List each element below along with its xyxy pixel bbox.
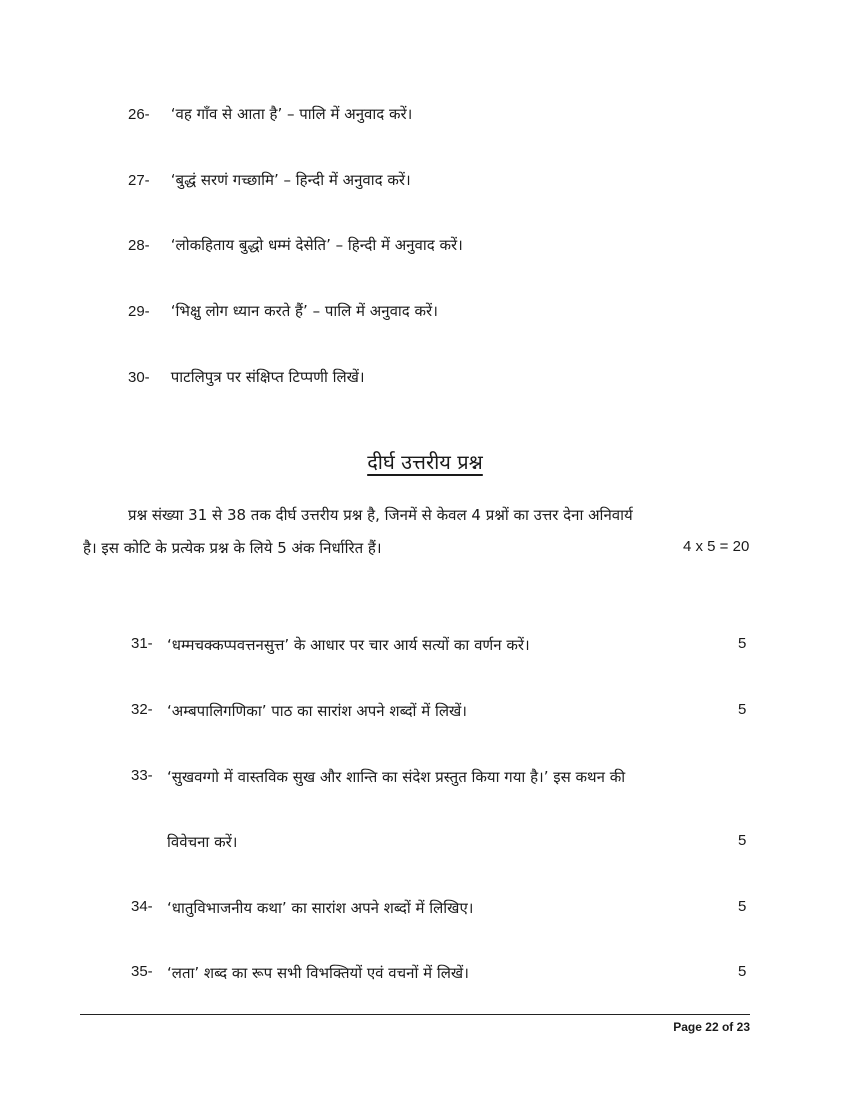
question-29 <box>128 301 438 321</box>
question-text: पाटलिपुत्र पर संक्षिप्त टिप्पणी लिखें। <box>170 368 365 386</box>
instructions-line-1: प्रश्न संख्या 31 से 38 तक दीर्घ उत्तरीय प्रश्न है, जिनमें से केवल 4 प्रश्नों का उत्तर देना अनिवार्य <box>128 506 633 524</box>
current-page: 22 <box>705 1020 719 1034</box>
question-marks: 5 <box>738 832 747 849</box>
question-26 <box>128 104 412 124</box>
question-text-continued: विवेचना करें। <box>167 833 238 851</box>
section-heading-text: दीर्घ उत्तरीय प्रश्न <box>367 450 483 474</box>
question-marks: 5 <box>738 701 747 718</box>
question-number: 29- <box>128 303 150 320</box>
question-text: ‘वह गाँव से आता है’ – पालि में अनुवाद करें। <box>170 105 413 123</box>
question-text: ‘भिक्षु लोग ध्यान करते हैं’ – पालि में अनुवाद करें। <box>170 302 438 320</box>
question-number: 32- <box>131 701 153 718</box>
question-text: ‘धातुविभाजनीय कथा’ का सारांश अपने शब्दों में लिखिए। <box>167 899 474 917</box>
page-label: Page <box>673 1020 702 1034</box>
question-text: ‘लोकहिताय बुद्धो धम्मं देसेति’ – हिन्दी में अनुवाद करें। <box>170 236 463 254</box>
question-marks: 5 <box>738 635 747 652</box>
question-number: 28- <box>128 237 150 254</box>
question-number: 31- <box>131 635 153 652</box>
page-number <box>673 1020 750 1034</box>
question-30 <box>128 367 365 387</box>
question-text: ‘धम्मचक्कप्पवत्तनसुत्त’ के आधार पर चार आर्य सत्यों का वर्णन करें। <box>167 636 530 654</box>
question-text: ‘अम्बपालिगणिका’ पाठ का सारांश अपने शब्दों में लिखें। <box>167 702 467 720</box>
total-pages: 23 <box>736 1020 750 1034</box>
section-heading <box>0 448 850 475</box>
question-text: ‘लता’ शब्द का रूप सभी विभक्तियों एवं वचनों में लिखें। <box>167 964 469 982</box>
question-marks: 5 <box>738 898 747 915</box>
question-marks: 5 <box>738 963 747 980</box>
footer-divider <box>80 1014 750 1015</box>
question-number: 27- <box>128 172 150 189</box>
page-of: of <box>721 1020 734 1034</box>
question-28 <box>128 235 463 255</box>
question-number: 33- <box>131 767 153 784</box>
question-text: ‘सुखवग्गो में वास्तविक सुख और शान्ति का संदेश प्रस्तुत किया गया है।’ इस कथन की <box>167 768 626 786</box>
question-number: 34- <box>131 898 153 915</box>
marks-formula: 4 x 5 = 20 <box>683 538 750 555</box>
question-27 <box>128 170 411 190</box>
question-text: ‘बुद्धं सरणं गच्छामि’ – हिन्दी में अनुवाद करें। <box>170 171 411 189</box>
question-number: 26- <box>128 106 150 123</box>
instructions-line-2: है। इस कोटि के प्रत्येक प्रश्न के लिये 5 अंक निर्धारित हैं। <box>83 539 382 557</box>
question-number: 30- <box>128 369 150 386</box>
question-number: 35- <box>131 963 153 980</box>
